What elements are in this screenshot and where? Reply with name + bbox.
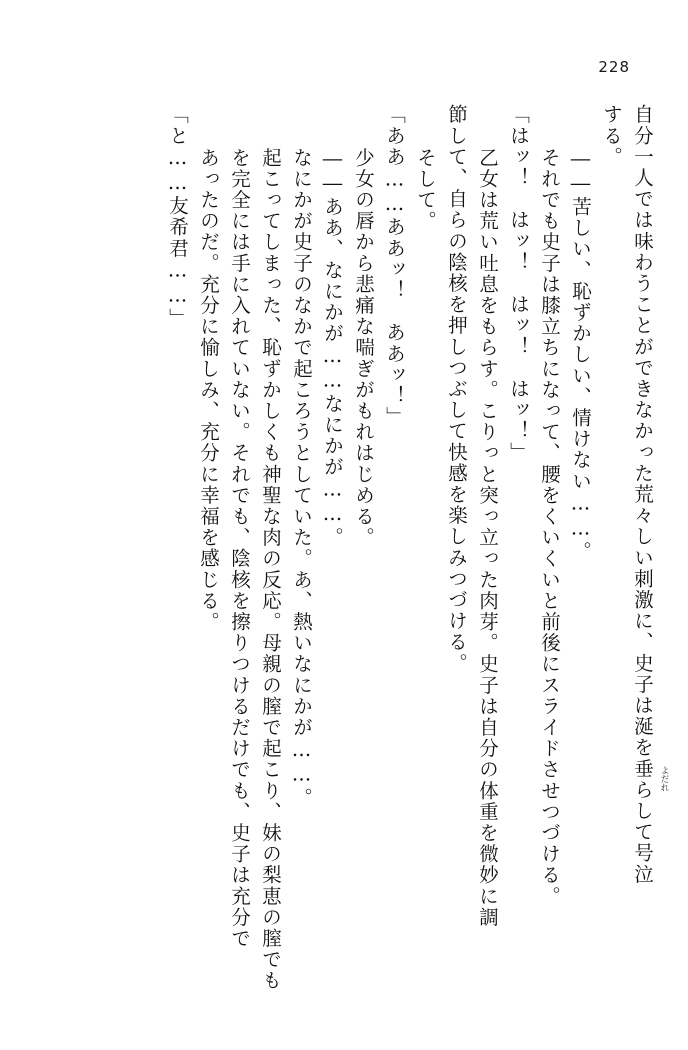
text-line: あったのだ。充分に愉しみ、充分に幸福を感じる。 xyxy=(197,126,220,633)
vertical-text-body xyxy=(46,104,652,994)
text-line: ――苦しい、恥ずかしい、情けない……。 xyxy=(569,126,592,562)
text-line: そして。 xyxy=(414,126,437,232)
text-line: ――ああ、なにかが……なにかが……。 xyxy=(321,126,344,548)
text-line: それでも史子は膝立ちになって、腰をくいくいと前後にスライドさせつづける。 xyxy=(538,126,561,907)
text-line: 節して、自らの陰核を押しつぶして快感を楽しみつづける。 xyxy=(445,104,468,674)
text-line: する。 xyxy=(600,104,623,168)
text-line: 起こってしまった、恥ずかしくも神聖な肉の反応。母親の膣で起こり、妹の梨恵の膣でも xyxy=(259,126,282,992)
text-line: 「はッ！ はッ！ はッ！ はッ！」 xyxy=(507,104,530,463)
ruby-annotation: よだれ xyxy=(659,766,669,792)
text-line: 「ああ……ああッ！ ああッ！」 xyxy=(383,104,406,428)
text-line: 少女の唇から悲痛な喘ぎがもれはじめる。 xyxy=(352,126,375,548)
text-line: なにかが史子のなかで起ころうとしていた。あ、熱いなにかが……。 xyxy=(290,126,313,809)
page-number: 228 xyxy=(598,58,630,76)
text-line: を完全には手に入れていない。それでも、陰核を擦りつけるだけでも、史子は充分で xyxy=(228,126,251,949)
text-line: 乙女は荒い吐息をもらす。こりっと突っ立った肉芽。史子は自分の体重を微妙に調 xyxy=(476,126,499,928)
text-line: 自分一人では味わうことができなかった荒々しい刺激に、史子は涎を垂らして号泣 xyxy=(631,104,654,885)
text-line: 「と……友希君……」 xyxy=(166,104,189,329)
